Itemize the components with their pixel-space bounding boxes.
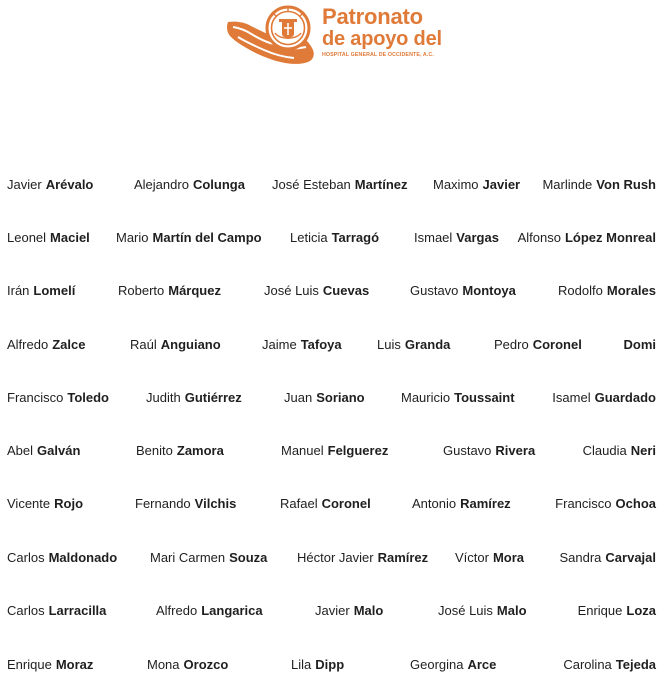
first-name: Manuel (281, 443, 324, 458)
last-name: Malo (353, 603, 384, 618)
first-name: Luis (377, 337, 401, 352)
last-name: Colunga (192, 177, 245, 192)
name-entry (433, 175, 520, 195)
name-entry (578, 601, 656, 621)
name-entry (7, 388, 109, 408)
last-name: Toussaint (454, 390, 515, 405)
last-name: Lomelí (33, 283, 76, 298)
last-name: Vargas (456, 230, 499, 245)
first-name: Mari Carmen (150, 550, 226, 565)
first-name: Leticia (290, 230, 328, 245)
last-name: Soriano (316, 390, 365, 405)
last-name: Montoya (462, 283, 516, 298)
first-name: Pedro (494, 337, 529, 352)
last-name: Toledo (67, 390, 109, 405)
name-entry (7, 335, 85, 355)
first-name: Antonio (412, 496, 457, 511)
name-entry (7, 655, 93, 675)
last-name: Neri (630, 443, 656, 458)
last-name: Felguerez (327, 443, 389, 458)
last-name: Rivera (495, 443, 536, 458)
last-name: Ramírez (460, 496, 511, 511)
name-entry (147, 655, 228, 675)
first-name: Juan (284, 390, 313, 405)
name-entry (146, 388, 242, 408)
name-row-6 (0, 441, 662, 463)
last-name: Maldonado (48, 550, 118, 565)
name-entry (494, 335, 582, 355)
first-name: Mona (147, 657, 180, 672)
first-name: Sandra (559, 550, 602, 565)
last-name: Rojo (54, 496, 84, 511)
name-entry (7, 175, 93, 195)
name-entry (118, 281, 221, 301)
name-entry (542, 175, 656, 195)
last-name: Anguiano (160, 337, 221, 352)
name-entry (559, 548, 656, 568)
first-name: Héctor Javier (297, 550, 374, 565)
last-name: Coronel (532, 337, 582, 352)
logo-title-line-2: de apoyo del (322, 28, 442, 50)
name-entry (290, 228, 379, 248)
name-entry (291, 655, 344, 675)
name-entry (130, 335, 221, 355)
last-name: Moraz (55, 657, 94, 672)
header-logo (224, 4, 454, 70)
name-entry (438, 601, 527, 621)
first-name: Raúl (130, 337, 157, 352)
last-name: Gutiérrez (184, 390, 242, 405)
first-name: Carolina (563, 657, 612, 672)
name-entry (280, 494, 371, 514)
first-name: Javier (7, 177, 42, 192)
name-entry (7, 228, 90, 248)
name-entry (455, 548, 524, 568)
last-name: Ramírez (377, 550, 429, 565)
first-name: Marlinde (542, 177, 593, 192)
first-name: Carlos (7, 550, 45, 565)
last-name: Galván (37, 443, 81, 458)
name-entry (7, 494, 83, 514)
first-name: Benito (136, 443, 173, 458)
logo-title-line-1: Patronato (322, 4, 423, 29)
last-name: Loza (626, 603, 656, 618)
first-name: José Luis (438, 603, 493, 618)
first-name: Georgina (410, 657, 464, 672)
name-entry (518, 228, 656, 248)
first-name: Judith (146, 390, 181, 405)
logo-text (322, 6, 442, 59)
name-entry (563, 655, 656, 675)
last-name: Arévalo (45, 177, 94, 192)
name-row-8 (0, 548, 662, 570)
last-name: Orozco (183, 657, 229, 672)
name-row-3 (0, 281, 662, 303)
first-name: Abel (7, 443, 34, 458)
name-entry (116, 228, 262, 248)
first-name: Alejandro (134, 177, 189, 192)
first-name: José Esteban (272, 177, 351, 192)
last-name: Martínez (354, 177, 408, 192)
name-entry (558, 281, 656, 301)
name-entry (297, 548, 428, 568)
name-entry (7, 548, 117, 568)
first-name: Víctor (455, 550, 489, 565)
last-name: Carvajal (605, 550, 656, 565)
name-entry (7, 441, 80, 461)
name-entry (284, 388, 365, 408)
last-name: Guardado (594, 390, 656, 405)
name-entry (135, 494, 236, 514)
name-row-10 (0, 655, 662, 677)
last-name: Dipp (315, 657, 345, 672)
last-name: Márquez (168, 283, 221, 298)
first-name: Jaime (262, 337, 297, 352)
last-name: Coronel (321, 496, 371, 511)
name-entry (620, 335, 657, 355)
logo-subtitle: HOSPITAL GENERAL DE OCCIDENTE, A.C. (322, 52, 434, 58)
name-entry (443, 441, 535, 461)
name-row-7 (0, 494, 662, 516)
name-entry (150, 548, 267, 568)
last-name: Tafoya (300, 337, 342, 352)
first-name: Isamel (552, 390, 591, 405)
name-entry (583, 441, 656, 461)
first-name: Roberto (118, 283, 165, 298)
last-name: Von Rush (596, 177, 656, 192)
first-name: Alfonso (517, 230, 561, 245)
first-name: Alfredo (7, 337, 49, 352)
last-name: Vilchis (194, 496, 237, 511)
name-entry (281, 441, 388, 461)
name-entry (414, 228, 499, 248)
patronato-logo-icon (224, 4, 318, 68)
first-name: Lila (291, 657, 312, 672)
last-name: Granda (404, 337, 451, 352)
last-name: López Monreal (564, 230, 656, 245)
first-name: Vicente (7, 496, 51, 511)
last-name: Zalce (52, 337, 86, 352)
name-entry (272, 175, 408, 195)
last-name: Tarragó (331, 230, 380, 245)
first-name: Claudia (582, 443, 627, 458)
name-row-9 (0, 601, 662, 623)
first-name: Irán (7, 283, 30, 298)
name-row-1 (0, 175, 662, 197)
first-name: Leonel (7, 230, 47, 245)
name-entry (7, 281, 75, 301)
first-name: Francisco (555, 496, 612, 511)
name-entry (412, 494, 511, 514)
name-entry (410, 281, 516, 301)
name-row-2 (0, 228, 662, 250)
first-name: Rafael (280, 496, 318, 511)
last-name: Morales (606, 283, 656, 298)
last-name: Mora (492, 550, 525, 565)
last-name: Larracilla (48, 603, 107, 618)
name-entry (262, 335, 342, 355)
name-entry (134, 175, 245, 195)
first-name: Enrique (577, 603, 623, 618)
first-name: Mario (116, 230, 149, 245)
name-entry (555, 494, 656, 514)
name-row-5 (0, 388, 662, 410)
last-name: Malo (496, 603, 527, 618)
first-name: Ismael (414, 230, 453, 245)
first-name: Enrique (7, 657, 52, 672)
first-name: Gustavo (410, 283, 459, 298)
last-name: Martín del Campo (152, 230, 262, 245)
name-entry (315, 601, 383, 621)
name-entry (156, 601, 263, 621)
name-entry (552, 388, 656, 408)
first-name: Carlos (7, 603, 45, 618)
first-name: Fernando (135, 496, 191, 511)
first-name: Rodolfo (558, 283, 603, 298)
last-name: Arce (467, 657, 497, 672)
last-name: Langarica (201, 603, 263, 618)
name-row-4 (0, 335, 662, 357)
last-name: Javier (482, 177, 521, 192)
name-entry (410, 655, 496, 675)
name-entry (401, 388, 515, 408)
first-name: Mauricio (401, 390, 451, 405)
last-name: Maciel (50, 230, 90, 245)
first-name: Javier (315, 603, 350, 618)
first-name: Francisco (7, 390, 64, 405)
last-name: Zamora (176, 443, 224, 458)
last-name: Ochoa (615, 496, 656, 511)
name-entry (7, 601, 106, 621)
last-name: Souza (229, 550, 268, 565)
last-name: Tejeda (615, 657, 656, 672)
first-name: Gustavo (443, 443, 492, 458)
name-entry (264, 281, 369, 301)
name-entry (136, 441, 224, 461)
first-name: Alfredo (156, 603, 198, 618)
name-entry (377, 335, 450, 355)
last-name: Domi (623, 337, 656, 352)
first-name: José Luis (264, 283, 319, 298)
last-name: Cuevas (322, 283, 370, 298)
first-name: Maximo (433, 177, 479, 192)
